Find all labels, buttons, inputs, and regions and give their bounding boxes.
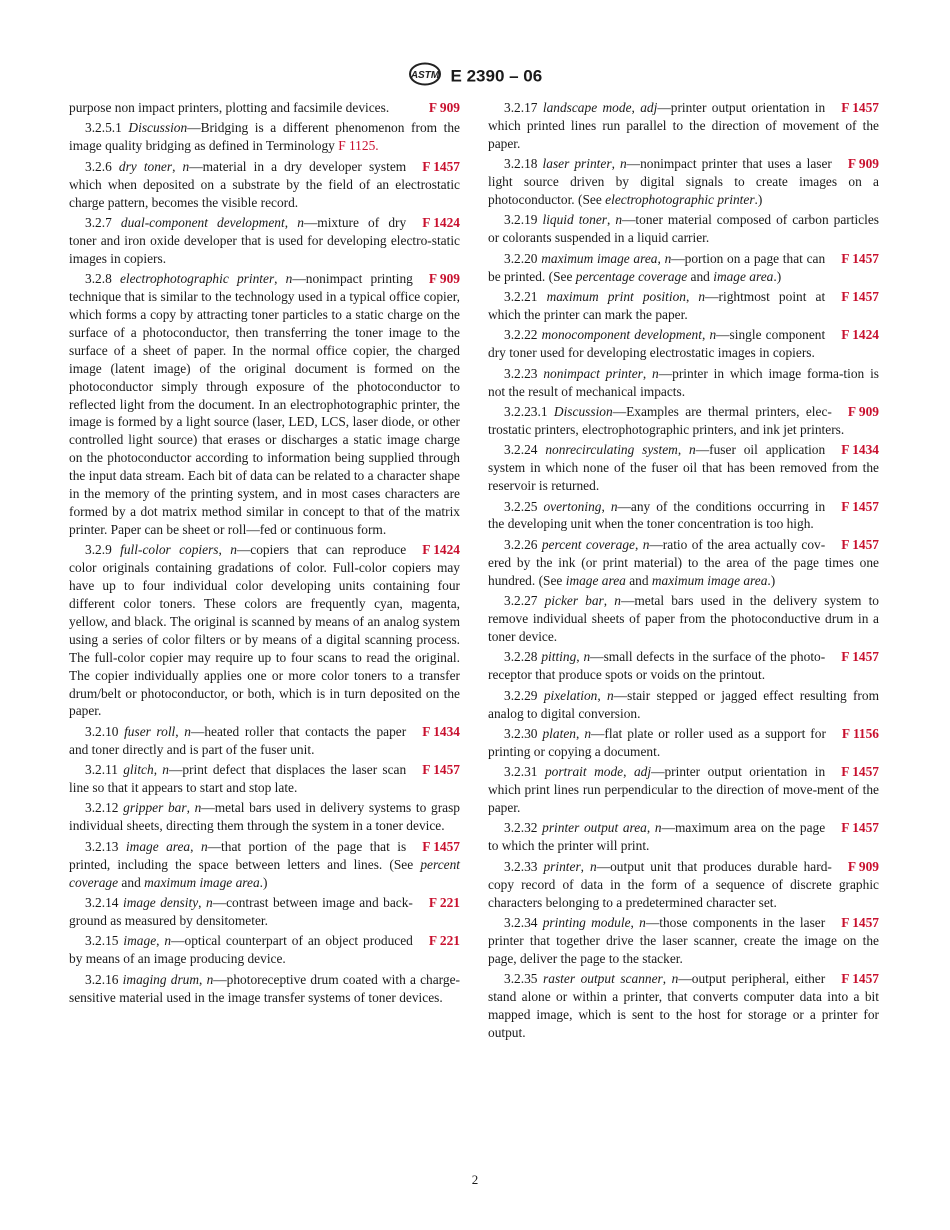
cross-reference-term: percent coverage (69, 856, 460, 890)
entry-term: glitch (123, 762, 154, 778)
part-of-speech: n (615, 212, 623, 228)
standard-reference-link[interactable]: F 1457 (841, 649, 879, 665)
entry-definition: rightmost point at which the printer can mark the paper. (488, 289, 826, 322)
part-of-speech: n (619, 156, 627, 172)
page-header (0, 62, 950, 91)
entry-term: printer output area (542, 820, 647, 836)
entry-number: 3.2.27 (504, 593, 545, 609)
entry-term: full-color copiers (120, 542, 219, 558)
part-of-speech: adj (640, 100, 658, 115)
entry-number: 3.2.31 (504, 764, 545, 780)
part-of-speech: adj (633, 764, 652, 780)
definition-entry: F 1424 3.2.22 monocomponent development, n—single component dry toner used for developing electrostatic images in copiers. (488, 327, 879, 361)
entry-definition: maximum area on the page to which the printer will print. (488, 820, 826, 854)
entry-number: 3.2.21 (504, 289, 547, 305)
entry-term: printer (543, 858, 581, 874)
entry-term: printing module (542, 914, 631, 930)
entry-term: pixelation (543, 687, 598, 703)
entry-definition: portion on a page that can be printed. (See (488, 250, 826, 284)
entry-term: pitting (541, 649, 577, 665)
definition-entry: F 221 3.2.15 image, n—optical counterpart of an object produced by means of an image producing device. (69, 933, 460, 967)
part-of-speech: n (200, 838, 208, 854)
entry-definition: flat plate or roller used as a support for printing or copying a document. (488, 725, 826, 759)
entry-definition: heated roller that contacts the paper and toner directly and is part of the fuser unit. (69, 723, 407, 757)
cross-reference-term: image area (565, 572, 626, 588)
entry-number: 3.2.33 (504, 858, 544, 874)
part-of-speech: n (206, 894, 213, 910)
standard-reference-link[interactable]: F 1457 (841, 250, 879, 266)
entry-number: 3.2.23 (504, 365, 544, 381)
entry-number: 3.2.17 (504, 100, 543, 115)
entry-number: 3.2.5.1 (85, 120, 129, 136)
entry-number: 3.2.22 (504, 327, 542, 343)
part-of-speech: n (206, 971, 214, 987)
entry-definition: printer output orientation in which print lines run perpendicular to the direction of move-ment of the paper. (488, 764, 879, 816)
standard-reference-link[interactable]: F 1434 (841, 442, 879, 458)
standard-reference-link[interactable]: F 1457 (841, 498, 879, 514)
definition-entry: F 1424 3.2.9 full-color copiers, n—copiers that can reproduce color originals containing gradations of color. Full-color copiers may have up to four individual color developing units containing four different color toners. These colors are frequently cyan, magenta, yellow, and black. The original is scanned by means of an analog system using a series of color filters or by means of a digital scanning process. The full-color copier may require up to four scans to read the original. The copier individually applies one or more color toners to a transfer drum/belt or photoconductor, or both, which is in turn deposited on the paper. (69, 542, 460, 719)
entry-term: nonimpact printer (543, 365, 643, 381)
standard-reference-link[interactable]: F 909 (428, 100, 460, 115)
part-of-speech: n (194, 800, 202, 816)
cross-reference-term: maximum image area (144, 874, 260, 890)
entry-number: 3.2.34 (504, 914, 543, 930)
standard-reference-link[interactable]: F 1457 (841, 289, 879, 305)
definition-entry (69, 99, 460, 117)
standard-reference-link[interactable]: F 1457 (841, 914, 879, 930)
cross-reference-term: maximum image area (651, 572, 768, 588)
definition-entry: F 1457 3.2.21 maximum print position, n—rightmost point at which the printer can mark the paper. (488, 289, 879, 322)
entry-number: 3.2.13 (85, 838, 126, 854)
standard-reference-link[interactable]: F 1424 (422, 214, 460, 230)
entry-definition: single component dry toner used for developing electrostatic images in copiers. (488, 327, 826, 361)
part-of-speech: n (689, 442, 696, 458)
part-of-speech: n (607, 687, 614, 703)
entry-term: overtoning (543, 498, 602, 514)
part-of-speech: n (671, 971, 679, 987)
entry-number: 3.2.8 (85, 271, 120, 287)
standard-reference-link[interactable]: F 1457 (841, 100, 879, 115)
entry-definition: metal bars used in delivery systems to grasp individual sheets, directing them through the system in a toner device. (69, 800, 461, 834)
entry-term: nonrecirculating system (545, 442, 678, 458)
cross-reference-term: image area (713, 268, 774, 284)
entry-term: dual-component development (120, 214, 285, 230)
entry-number: 3.2.14 (85, 894, 123, 910)
entry-term: fuser roll (124, 723, 176, 739)
definition-entry: 3.2.27 picker bar, n—metal bars used in the delivery system to remove individual sheets of paper from the photoconductive drum in a toner device. (488, 593, 879, 644)
standard-reference-link[interactable]: F 1457 (422, 838, 460, 854)
definition-entry: F 909 3.2.23.1 Discussion—Examples are thermal printers, elec-trostatic printers, electrophotographic printers, and ink jet printers. (488, 404, 879, 437)
definition-entry: 3.2.12 gripper bar, n—metal bars used in delivery systems to grasp individual sheets, directing them through the system in a toner device. (69, 800, 461, 834)
part-of-speech: n (285, 271, 293, 287)
entry-term: percent coverage (541, 536, 635, 552)
left-column (69, 99, 460, 1009)
entry-definition: Bridging is a different phenomenon from the image quality bridging as defined in Terminology (69, 120, 460, 154)
entry-definition: copiers that can reproduce color originals containing gradations of color. Full-color copiers may have up to four individual color developing units containing four different color toners. These colors are frequently cyan, magenta, yellow, and black. The original is scanned by means of an analog system using a series of color filters or by means of a digital scanning process. The full-color copier may require up to four scans to read the original. The copier individually applies one or more color toners to a transfer drum/belt or photoconductor, or both, which is in turn deposited on the paper. (69, 542, 460, 719)
entry-number: 3.2.32 (504, 820, 543, 836)
definition-entry: F 1457 3.2.17 landscape mode, adj—printer output orientation in which printed lines run parallel to the direction of movement of the paper. (488, 100, 879, 151)
entry-term: maximum image area (541, 250, 658, 266)
definition-entry: F 1457 3.2.32 printer output area, n—maximum area on the page to which the printer will print. (488, 820, 879, 854)
part-of-speech: n (698, 289, 706, 305)
entry-definition: photoreceptive drum coated with a charge-sensitive material used in the image transfer systems of toner devices. (69, 971, 460, 1005)
standard-reference-link[interactable]: F 909 (847, 404, 879, 419)
astm-logo-icon (408, 62, 442, 91)
entry-definition: output unit that produces durable hard-copy record of data in the form of a sequence of discrete graphic characters belonging to a predetermined character set. (488, 858, 879, 910)
part-of-speech: n (164, 933, 172, 949)
entry-number: 3.2.29 (504, 687, 544, 703)
entry-term: platen (542, 725, 576, 741)
part-of-speech: n (297, 214, 304, 230)
entry-term: monocomponent development (541, 327, 702, 343)
svg-text:ASTM: ASTM (410, 70, 439, 81)
definition-entry: F 1457 3.2.35 raster output scanner, n—output peripheral, either stand alone or within a printer, that converts computer data into a bit mapped image, which is sent to the host for storage or a printer for output. (488, 971, 879, 1040)
entry-definition: toner material composed of carbon particles or colorants suspended in a liquid carrier. (488, 212, 879, 246)
standard-reference-link[interactable]: F 1457 (422, 158, 460, 174)
standard-reference-link[interactable]: F 221 (428, 894, 460, 910)
part-of-speech: n (590, 858, 597, 874)
entry-number: 3.2.18 (504, 156, 543, 172)
entry-term: image (123, 933, 157, 949)
entry-term: image density (122, 894, 199, 910)
entry-number: 3.2.16 (85, 971, 123, 987)
entry-definition: small defects in the surface of the photo-receptor that produce spots or voids on the printout. (488, 649, 826, 683)
definition-entry: F 1457 3.2.31 portrait mode, adj—printer output orientation in which print lines run perpendicular to the direction of move-ment of the paper. (488, 764, 879, 816)
definition-entry: F 1457 3.2.13 image area, n—that portion of the page that is printed, including the space between letters and lines. (See percent coverage and maximum image area.) (69, 838, 460, 890)
entry-definition: fuser oil application system in which none of the fuser oil that has been removed from the reservoir is returned. (488, 442, 879, 494)
definition-entry: 3.2.16 imaging drum, n—photoreceptive drum coated with a charge-sensitive material used in the image transfer systems of toner devices. (69, 971, 460, 1005)
entry-term: electrophotographic printer (119, 271, 275, 287)
entry-number: 3.2.6 (85, 158, 119, 174)
definition-entry: F 1457 3.2.20 maximum image area, n—portion on a page that can be printed. (See percentage coverage and image area.) (488, 250, 879, 284)
definition-entry: F 1457 3.2.6 dry toner, n—material in a dry developer system which when deposited on a substrate by the field of an electrostatic charge pattern, becomes the visible record. (69, 158, 460, 210)
definition-entry: F 221 3.2.14 image density, n—contrast between image and back-ground as measured by densitometer. (69, 894, 460, 928)
definition-entry: F 1156 3.2.30 platen, n—flat plate or roller used as a support for printing or copying a document. (488, 725, 879, 759)
entry-definition: stair stepped or jagged effect resulting from analog to digital conversion. (488, 687, 879, 721)
standard-reference-link[interactable]: F 1457 (841, 764, 879, 780)
definition-entry: 3.2.5.1 Discussion—Bridging is a different phenomenon from the image quality bridging as defined in Terminology F 1125. (69, 120, 460, 154)
entry-definition: contrast between image and back-ground as measured by densitometer. (69, 894, 413, 928)
entry-number: 3.2.25 (504, 498, 544, 514)
part-of-speech: n (162, 762, 169, 778)
standard-reference-link[interactable]: F 1457 (841, 820, 879, 836)
definition-entry: 3.2.19 liquid toner, n—toner material composed of carbon particles or colorants suspended in a liquid carrier. (488, 212, 879, 246)
entry-term: landscape mode (542, 100, 632, 115)
right-column (488, 99, 879, 1044)
entry-term: portrait mode (544, 764, 624, 780)
entry-definition: any of the conditions occurring in the developing unit when the toner concentration is too high. (488, 498, 826, 532)
entry-number: 3.2.12 (85, 800, 124, 816)
part-of-speech: n (652, 365, 659, 381)
entry-definition: nonimpact printer that uses a laser light source driven by digital signals to create images on a photoconductor. (See (488, 156, 879, 208)
entry-term: imaging drum (122, 971, 200, 987)
part-of-speech: n (182, 158, 190, 174)
part-of-speech: n (614, 593, 621, 609)
standard-reference-link[interactable]: F 1457 (841, 971, 879, 987)
cross-reference-term: percentage coverage (575, 268, 688, 284)
terminology-reference-link[interactable]: F 1125. (338, 138, 379, 154)
entry-number: 3.2.24 (504, 442, 546, 458)
definition-entry: F 1457 3.2.25 overtoning, n—any of the conditions occurring in the developing unit when the toner concentration is too high. (488, 498, 879, 532)
part-of-speech: n (184, 723, 191, 739)
definition-entry: 3.2.23 nonimpact printer, n—printer in which image forma-tion is not the result of mechanical impacts. (488, 365, 879, 399)
entry-definition: metal bars used in the delivery system to remove individual sheets of paper from the photoconductive drum in a toner device. (488, 593, 879, 644)
entry-definition: material in a dry developer system which when deposited on a substrate by the field of an electrostatic charge pattern, becomes the visible record. (69, 158, 460, 210)
entry-number: 3.2.9 (85, 542, 121, 558)
entry-definition: ratio of the area actually cov-ered by the ink (or print material) to the area of the page times one hundred. (See (488, 536, 879, 588)
entry-number: 3.2.23.1 (504, 404, 554, 419)
part-of-speech: n (610, 498, 618, 514)
entry-term: Discussion (128, 120, 188, 136)
part-of-speech: n (664, 250, 672, 266)
entry-definition: output peripheral, either stand alone or within a printer, that converts computer data into a bit mapped image, which is sent to the host for storage or a printer for output. (488, 971, 879, 1040)
document-designation: E 2390 – 06 (450, 66, 543, 86)
standard-reference-link[interactable]: F 221 (428, 933, 460, 949)
entry-definition: mixture of dry toner and iron oxide developer that is used for developing electro-static images in copiers. (69, 214, 460, 266)
entry-number: 3.2.20 (504, 250, 542, 266)
entry-number: 3.2.11 (85, 762, 124, 778)
part-of-speech: n (583, 649, 591, 665)
standard-reference-link[interactable]: F 1457 (841, 536, 879, 552)
entry-term: Discussion (553, 404, 613, 419)
entry-number: 3.2.7 (85, 214, 121, 230)
standard-reference-link[interactable]: F 909 (847, 858, 879, 874)
entry-definition: printer output orientation in which printed lines run parallel to the direction of movement of the paper. (488, 100, 879, 151)
entry-definition: nonimpact printing technique that is similar to the technology used in a typical office copier, which forms a copy by attracting toner particles to a static charge on the surface of a photoconductor, then transferring the toner image to the surface of a sheet of paper. In the normal office copier, the charged image (latent image) of the original document is formed on the photoconductor simply through exposure of the photoconductor to reflected light from the document. In an electrophotographic printer, the image is formed by a light source (laser, LED, LCS, laser diode, or other controlled light source) that erases or discharges a static image charge on the photoconductor according to information being supplied through the input data stream. Each bit of data can be related to a character shape in the memory of the printing system, and in most cases characters are formed by a dot matrix method similar in concept to that of the matrix printer. Paper can be sheet or roll—fed or continuous form. (69, 271, 460, 537)
standard-reference-link[interactable]: F 1156 (841, 725, 879, 741)
entry-definition: optical counterpart of an object produced by means of an image producing device. (69, 933, 413, 967)
part-of-speech: n (709, 327, 717, 343)
entry-term: image area (125, 838, 191, 854)
entry-number: 3.2.10 (85, 723, 125, 739)
entry-term: laser printer (542, 156, 612, 172)
entry-definition: print defect that displaces the laser scan line so that it appears to start and stop late. (69, 762, 407, 796)
definition-entry: F 1424 3.2.7 dual-component development, n—mixture of dry toner and iron oxide developer that is used for developing electro-static images in copiers. (69, 214, 460, 266)
entry-number: 3.2.15 (85, 933, 124, 949)
definition-entry: F 1434 3.2.10 fuser roll, n—heated roller that contacts the paper and toner directly and is part of the fuser unit. (69, 723, 460, 757)
standard-reference-link[interactable]: F 1424 (422, 542, 460, 558)
cross-reference-term: electrophotographic printer (605, 192, 755, 208)
definition-entry: F 1457 3.2.26 percent coverage, n—ratio of the area actually cov-ered by the ink (or print material) to the area of the page times one hundred. (See image area and maximum image area.) (488, 536, 879, 588)
entry-number: 3.2.35 (504, 971, 544, 987)
entry-definition: purpose non impact printers, plotting and facsimile devices. (69, 100, 390, 115)
definition-entry: F 909 3.2.33 printer, n—output unit that produces durable hard-copy record of data in the form of a sequence of discrete graphic characters belonging to a predetermined character set. (488, 858, 879, 910)
part-of-speech: n (639, 914, 646, 930)
definition-entry: F 1434 3.2.24 nonrecirculating system, n—fuser oil application system in which none of the fuser oil that has been removed from the reservoir is returned. (488, 442, 879, 494)
entry-definition: printer in which image forma-tion is not the result of mechanical impacts. (488, 365, 879, 399)
entry-definition: that portion of the page that is printed, including the space between letters and lines. (See (69, 838, 421, 872)
standard-reference-link[interactable]: F 909 (847, 156, 879, 172)
entry-term: maximum print position (546, 289, 686, 305)
standard-reference-link[interactable]: F 909 (428, 271, 460, 287)
entry-number: 3.2.19 (504, 212, 543, 228)
entry-number: 3.2.30 (504, 725, 543, 741)
entry-definition: Examples are thermal printers, elec-trostatic printers, electrophotographic printers, and ink jet printers. (488, 404, 845, 437)
part-of-speech: n (654, 820, 662, 836)
definition-entry: F 909 3.2.8 electrophotographic printer, n—nonimpact printing technique that is similar to the technology used in a typical office copier, which forms a copy by attracting toner particles to a static charge on the surface of a photoconductor, then transferring the toner image to the surface of a sheet of paper. In the normal office copier, the charged image (latent image) of the original document is formed on the photoconductor simply through exposure of the photoconductor to reflected light from the document. In an electrophotographic printer, the image is formed by a light source (laser, LED, LCS, laser diode, or other controlled light source) that erases or discharges a static image charge on the photoconductor according to information being supplied through the input data stream. Each bit of data can be related to a character shape in the memory of the printing system, and in most cases characters are formed by a dot matrix method similar in concept to that of the matrix printer. Paper can be sheet or roll—fed or continuous form. (69, 271, 460, 537)
entry-definition: those components in the laser printer that together drive the laser scanner, create the image on the page, deliver the page to the stacker. (488, 914, 879, 966)
definition-entry: 3.2.29 pixelation, n—stair stepped or jagged effect resulting from analog to digital conversion. (488, 687, 879, 721)
definition-entry: F 1457 3.2.11 glitch, n—print defect that displaces the laser scan line so that it appears to start and stop late. (69, 762, 460, 796)
entry-number: 3.2.28 (504, 649, 542, 665)
definition-entry: F 909 3.2.18 laser printer, n—nonimpact printer that uses a laser light source driven by digital signals to create images on a photoconductor. (See electrophotographic printer.) (488, 156, 879, 208)
standard-reference-link[interactable]: F 1424 (841, 327, 879, 343)
definition-entry: F 1457 3.2.34 printing module, n—those components in the laser printer that together drive the laser scanner, create the image on the page, deliver the page to the stacker. (488, 914, 879, 966)
standard-reference-link[interactable]: F 1457 (422, 762, 460, 778)
standard-reference-link[interactable]: F 1434 (422, 723, 460, 739)
entry-term: liquid toner (542, 212, 607, 228)
part-of-speech: n (642, 536, 650, 552)
entry-term: picker bar (544, 593, 604, 609)
page-number: 2 (471, 1172, 479, 1187)
part-of-speech: n (584, 725, 592, 741)
definition-entry: F 1457 3.2.28 pitting, n—small defects in the surface of the photo-receptor that produce spots or voids on the printout. (488, 649, 879, 683)
entry-term: gripper bar (123, 800, 187, 816)
entry-term: raster output scanner (543, 971, 663, 987)
part-of-speech: n (230, 542, 237, 558)
entry-number: 3.2.26 (504, 536, 542, 552)
entry-term: dry toner (118, 158, 173, 174)
